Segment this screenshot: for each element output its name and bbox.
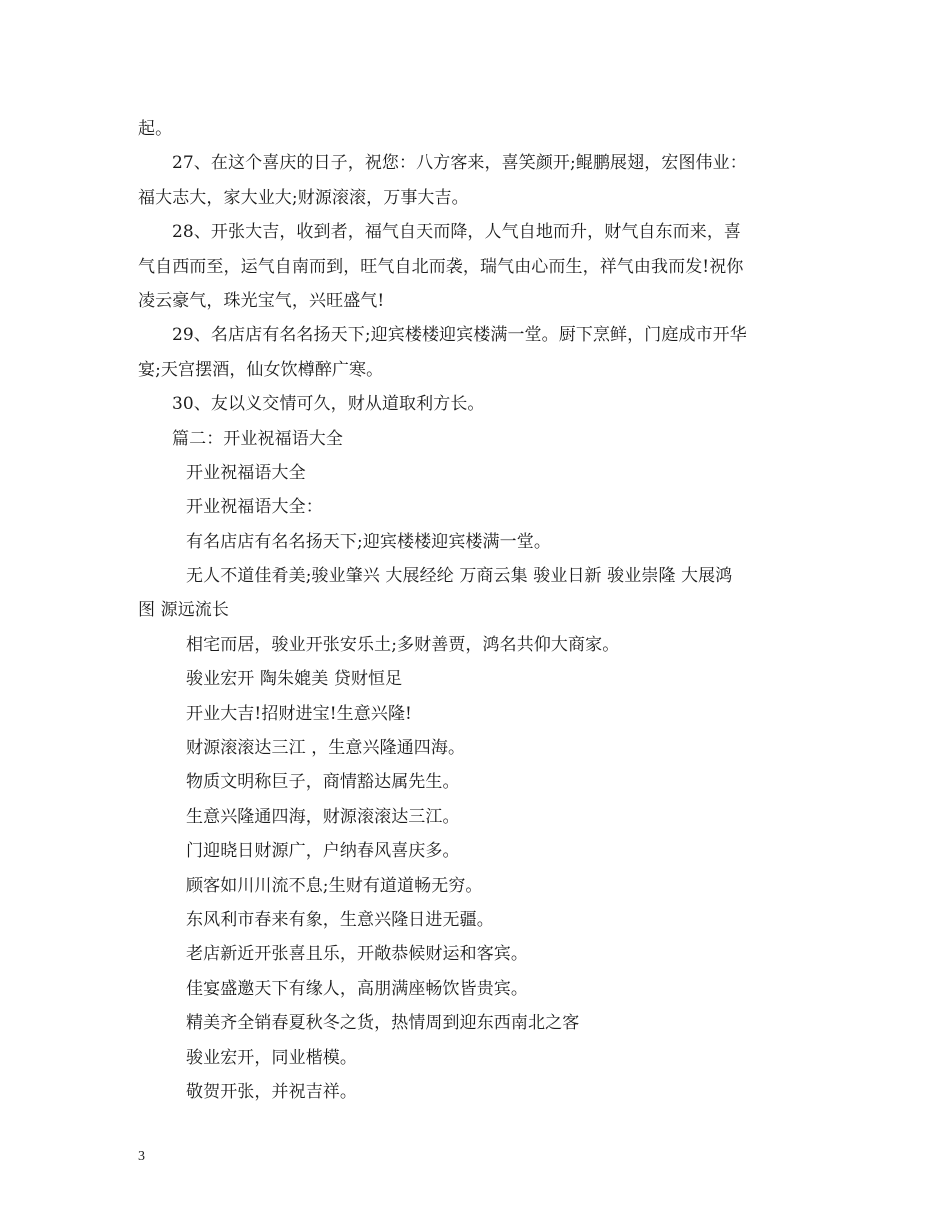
text-line: 老店新近开张喜且乐，开敞恭候财运和客宾。: [186, 944, 528, 965]
text-line: 骏业宏开，同业楷模。: [186, 1047, 357, 1068]
text-line: 敬贺开张，并祝吉祥。: [186, 1081, 357, 1102]
text-line: 无人不道佳肴美;骏业肇兴 大展经纶 万商云集 骏业日新 骏业崇隆 大展鸿: [186, 566, 733, 587]
text-line: 开业祝福语大全：: [186, 497, 323, 518]
text-line: 27、在这个喜庆的日子，祝您：八方客来，喜笑颜开;鲲鹏展翅，宏图伟业：: [172, 153, 747, 174]
text-line: 顾客如川川流不息;生财有道道畅无穷。: [186, 875, 483, 896]
text-line: 相宅而居，骏业开张安乐土;多财善贾，鸿名共仰大商家。: [186, 634, 620, 655]
text-line: 28、开张大吉，收到者，福气自天而降，人气自地而升，财气自东而来，喜: [172, 222, 742, 243]
text-line: 30、友以义交情可久，财从道取利方长。: [172, 394, 485, 415]
text-line: 气自西而至，运气自南而到，旺气自北而袭，瑞气由心而生，祥气由我而发!祝你: [138, 256, 744, 277]
text-line: 29、名店店有名名扬天下;迎宾楼楼迎宾楼满一堂。厨下烹鲜，门庭成市开华: [172, 325, 747, 346]
text-line: 佳宴盛邀天下有缘人，高朋满座畅饮皆贵宾。: [186, 978, 528, 999]
text-line: 图 源远流长: [138, 600, 230, 621]
text-line: 开业大吉!招财进宝!生意兴隆!: [186, 703, 412, 724]
text-line: 骏业宏开 陶朱媲美 贷财恒足: [186, 669, 403, 690]
text-line: 物质文明称巨子，商情豁达属先生。: [186, 772, 460, 793]
section-heading: 篇二：开业祝福语大全: [172, 428, 343, 449]
text-line: 门迎晓日财源广，户纳春风喜庆多。: [186, 841, 460, 862]
text-line: 有名店店有名名扬天下;迎宾楼楼迎宾楼满一堂。: [186, 531, 551, 552]
text-line: 生意兴隆通四海，财源滚滚达三江。: [186, 806, 460, 827]
text-line: 凌云豪气，珠光宝气，兴旺盛气!: [138, 290, 385, 311]
text-line: 起。: [138, 119, 173, 139]
text-line: 东风利市春来有象，生意兴隆日进无疆。: [186, 909, 494, 930]
page-number: 3: [138, 1149, 145, 1164]
text-line: 精美齐全销春夏秋冬之货，热情周到迎东西南北之客: [186, 1013, 580, 1034]
text-line: 财源滚滚达三江 ，生意兴隆通四海。: [186, 738, 466, 759]
text-line: 福大志大，家大业大;财源滚滚，万事大吉。: [138, 187, 469, 208]
text-line: 开业祝福语大全: [186, 462, 306, 483]
body-text: [138, 112, 814, 1109]
text-line: 宴;天宫摆酒，仙女饮樽醉广寒。: [138, 359, 384, 380]
